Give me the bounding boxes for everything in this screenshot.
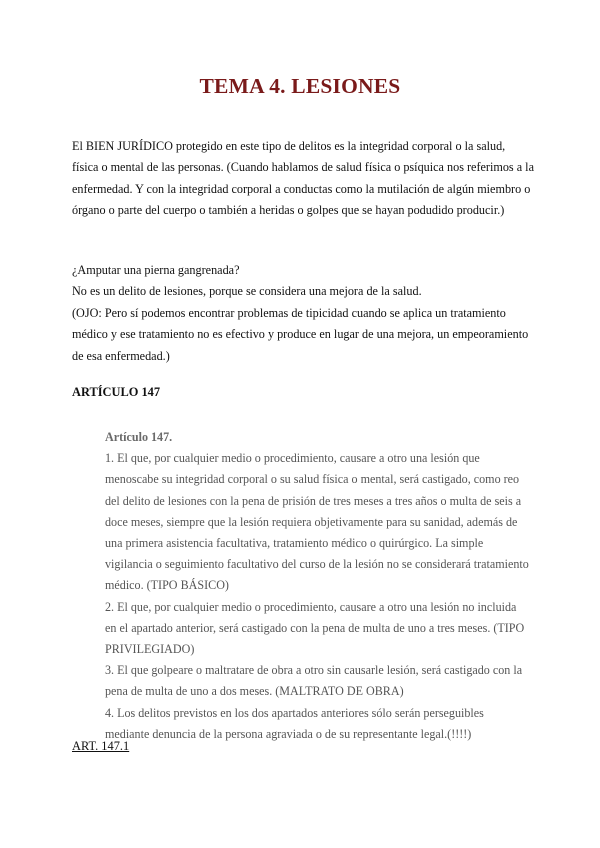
article-paragraph: 4. Los delitos previstos en los dos apartados anteriores sólo serán perseguibles mediante denuncia de la persona agraviada o de su representante legal.(!!!!) <box>105 705 484 741</box>
article-paragraph: 2. El que, por cualquier medio o procedimiento, causare a otro una lesión no incluida en el apartado anterior, será castigado con la pena de multa de uno a tres meses. (TIPO PRIVILEGIADO) <box>105 599 525 657</box>
subheading: ART. 147.1 <box>72 739 130 753</box>
answer-text: No es un delito de lesiones, porque se considera una mejora de la salud. <box>72 284 422 299</box>
article-title: Artículo 147. <box>105 430 173 444</box>
intro-text: El BIEN JURÍDICO protegido en este tipo de delitos es la integridad corporal o la salud, física o mental de las personas. (Cuando hablamos de salud física o psíquica nos referimos a la enfermedad. Y con la integridad corporal a conductas como la mutilación de algún miembro o órgano o parte del cuerpo o también a heridas o golpes que se hayan podudido producir.) <box>72 139 534 218</box>
section-heading: ARTÍCULO 147 <box>72 385 161 399</box>
intro-paragraph <box>72 136 534 222</box>
article-paragraph: 3. El que golpeare o maltratare de obra a otro sin causarle lesión, será castigado con la pena de multa de uno a dos meses. (MALTRATO DE OBRA) <box>105 663 523 699</box>
article-paragraph: 1. El que, por cualquier medio o procedimiento, causare a otro una lesión que menoscabe su integridad corporal o su salud física o mental, será castigado, como reo del delito de lesiones con la pena de prisión de tres meses a tres años o multa de seis a doce meses, siempre que la lesión requiera objetivamente para su sanidad, además de una primera asistencia facultativa, tratamiento médico o quirúrgico. La simple vigilancia o seguimiento facultativo del curso de la lesión no se considerará tratamiento médico. (TIPO BÁSICO) <box>105 451 529 593</box>
question-text: ¿Amputar una pierna gangrenada? <box>72 263 240 277</box>
page-title: TEMA 4. LESIONES <box>199 74 401 98</box>
article-quote <box>105 427 529 745</box>
question-block <box>72 260 534 367</box>
note-text: (OJO: Pero sí podemos encontrar problemas de tipicidad cuando se aplica un tratamiento médico y ese tratamiento no es efectivo y produce en lugar de una mejora, un empeoramiento de esa enfermedad.) <box>72 305 529 363</box>
